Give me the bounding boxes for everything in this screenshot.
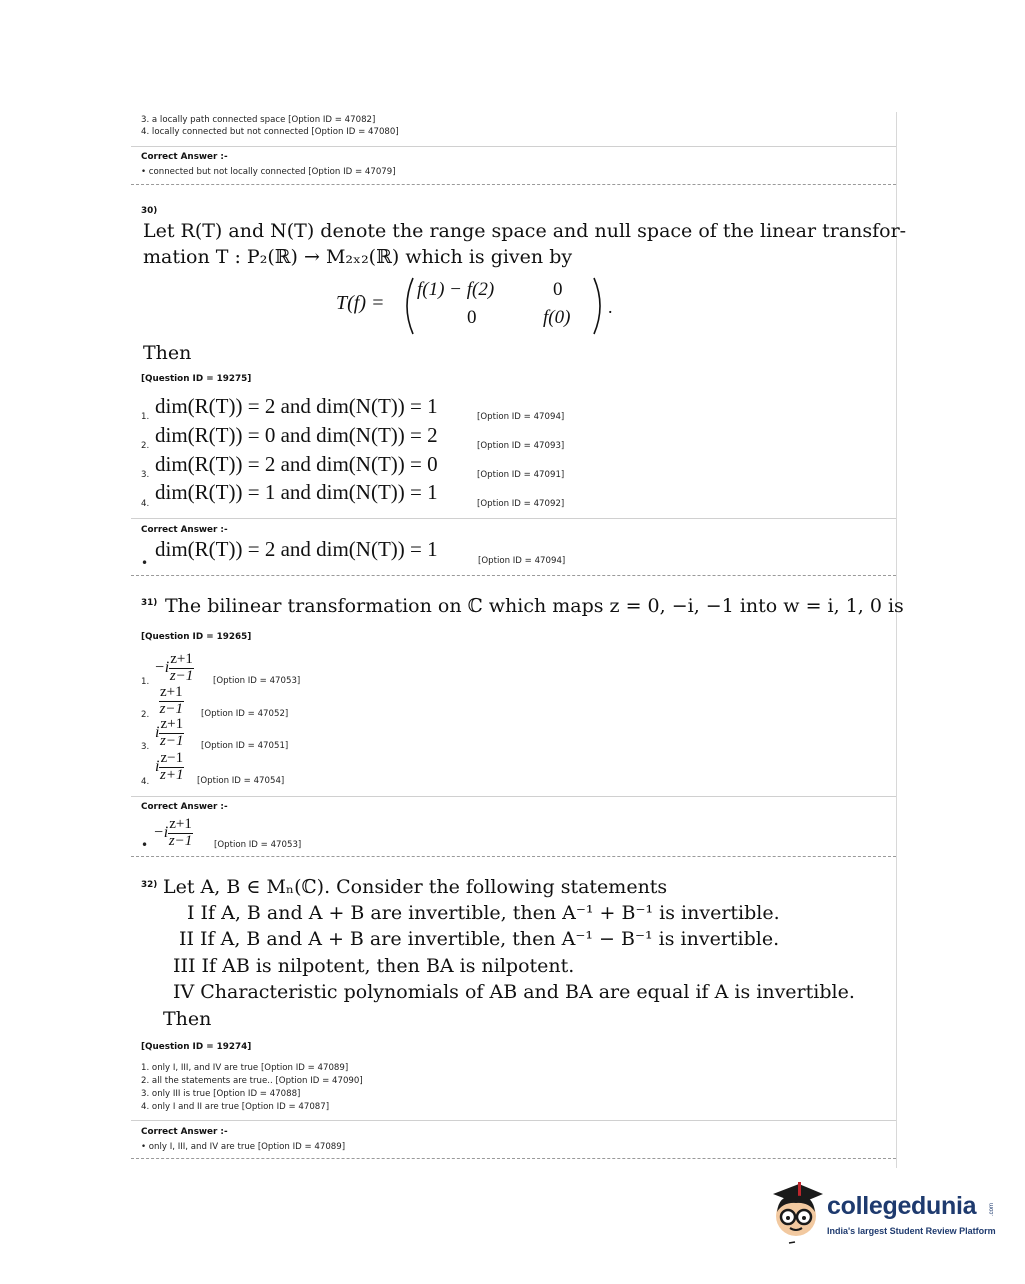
divider bbox=[131, 856, 896, 857]
matrix-cell-22: f(0) bbox=[543, 307, 571, 328]
q30-number: 30) bbox=[141, 206, 158, 216]
q32-stem-line1: Let A, B ∈ Mₙ(ℂ). Consider the following statements bbox=[163, 876, 668, 898]
q32-statement-1: I If A, B and A + B are invertible, then A⁻¹ + B⁻¹ is invertible. bbox=[187, 902, 780, 924]
option-id: [Option ID = 47051] bbox=[201, 741, 289, 751]
q30-option-3[interactable]: dim(R(T)) = 2 and dim(N(T)) = 0 bbox=[155, 452, 438, 476]
q30-stem-line2: mation T : P₂(ℝ) → M₂ₓ₂(ℝ) which is given by bbox=[143, 246, 573, 268]
divider bbox=[131, 1158, 896, 1159]
fraction-denominator: z−1 bbox=[159, 700, 184, 717]
q32-option-1[interactable]: 1. only I, III, and IV are true [Option ID = 47089] bbox=[141, 1063, 349, 1073]
divider bbox=[131, 1120, 896, 1121]
q30-matrix bbox=[401, 275, 606, 337]
bullet: • bbox=[141, 838, 149, 852]
divider bbox=[131, 575, 896, 576]
option-id: [Option ID = 47094] bbox=[478, 556, 566, 566]
q31-option-2[interactable] bbox=[159, 685, 184, 718]
option-prefix: −i bbox=[154, 658, 170, 676]
q32-statement-4: IV Characteristic polynomials of AB and BA are equal if A is invertible. bbox=[173, 981, 855, 1003]
q30-then: Then bbox=[143, 342, 192, 364]
q32-statement-2: II If A, B and A + B are invertible, then A⁻¹ − B⁻¹ is invertible. bbox=[179, 928, 780, 950]
option-id: [Option ID = 47053] bbox=[214, 840, 302, 850]
q32-correct-answer: • only I, III, and IV are true [Option ID = 47089] bbox=[141, 1142, 346, 1152]
fraction-denominator: z+1 bbox=[160, 766, 184, 783]
q31-option-4[interactable] bbox=[155, 751, 184, 784]
q32-option-3[interactable]: 3. only III is true [Option ID = 47088] bbox=[141, 1089, 301, 1099]
option-number: 1. bbox=[141, 677, 150, 687]
fraction-numerator: z+1 bbox=[169, 816, 192, 832]
prev-option-4: 4. locally connected but not connected [Option ID = 47080] bbox=[141, 127, 399, 137]
q31-correct-label: Correct Answer :- bbox=[141, 802, 228, 812]
prev-option-3: 3. a locally path connected space [Option ID = 47082] bbox=[141, 115, 376, 125]
equation-period: . bbox=[608, 297, 613, 317]
option-number: 4. bbox=[141, 777, 150, 787]
q32-correct-label: Correct Answer :- bbox=[141, 1127, 228, 1137]
prev-correct-label: Correct Answer :- bbox=[141, 152, 228, 162]
option-prefix: i bbox=[155, 757, 160, 775]
fraction-numerator: z+1 bbox=[160, 716, 184, 732]
prev-correct-answer: • connected but not locally connected [Option ID = 47079] bbox=[141, 167, 396, 177]
fraction-denominator: z−1 bbox=[160, 732, 184, 749]
option-id: [Option ID = 47093] bbox=[477, 441, 565, 451]
option-number: 3. bbox=[141, 470, 150, 480]
q30-options bbox=[141, 394, 661, 509]
option-number: 4. bbox=[141, 499, 150, 509]
matrix-cell-12: 0 bbox=[553, 279, 563, 300]
q30-option-4[interactable]: dim(R(T)) = 1 and dim(N(T)) = 1 bbox=[155, 480, 438, 504]
divider bbox=[131, 796, 896, 797]
q32-option-2[interactable]: 2. all the statements are true.. [Option ID = 47090] bbox=[141, 1076, 363, 1086]
fraction-denominator: z−1 bbox=[169, 667, 194, 684]
divider bbox=[131, 518, 896, 519]
option-id: [Option ID = 47052] bbox=[201, 709, 289, 719]
q31-options bbox=[141, 652, 441, 792]
option-number: 2. bbox=[141, 441, 150, 451]
brand-suffix: .com bbox=[989, 1202, 995, 1216]
option-id: [Option ID = 47054] bbox=[197, 776, 285, 786]
q32-question-id: [Question ID = 19274] bbox=[141, 1042, 252, 1052]
fraction-numerator: z−1 bbox=[160, 750, 184, 766]
q31-number: 31) bbox=[141, 598, 158, 608]
q30-equation-lhs: T(f) = bbox=[336, 292, 385, 314]
fraction-denominator: z−1 bbox=[168, 832, 193, 849]
q32-option-4[interactable]: 4. only I and II are true [Option ID = 47087] bbox=[141, 1102, 330, 1112]
q32-number: 32) bbox=[141, 880, 158, 890]
option-id: [Option ID = 47094] bbox=[477, 412, 565, 422]
option-number: 2. bbox=[141, 710, 150, 720]
fraction-numerator: z+1 bbox=[160, 684, 183, 700]
brand-tagline: India's largest Student Review Platform bbox=[827, 1226, 996, 1236]
q31-option-1[interactable] bbox=[154, 652, 194, 685]
option-id: [Option ID = 47053] bbox=[213, 676, 301, 686]
q31-stem: The bilinear transformation on ℂ which maps z = 0, −i, −1 into w = i, 1, 0 is bbox=[165, 595, 904, 617]
q30-stem-line1: Let R(T) and N(T) denote the range space and null space of the linear transfor- bbox=[143, 220, 907, 242]
divider bbox=[131, 146, 896, 147]
collegedunia-logo[interactable] bbox=[765, 1172, 995, 1252]
option-prefix: −i bbox=[153, 823, 169, 841]
q32-then: Then bbox=[163, 1008, 212, 1030]
q31-option-3[interactable] bbox=[155, 717, 184, 750]
option-prefix: i bbox=[155, 723, 160, 741]
q31-question-id: [Question ID = 19265] bbox=[141, 632, 252, 642]
q30-option-1[interactable]: dim(R(T)) = 2 and dim(N(T)) = 1 bbox=[155, 394, 438, 418]
q32-statement-3: III If AB is nilpotent, then BA is nilpotent. bbox=[173, 955, 575, 977]
q30-correct-label: Correct Answer :- bbox=[141, 525, 228, 535]
mascot-icon bbox=[765, 1172, 827, 1246]
option-number: 3. bbox=[141, 742, 150, 752]
bullet: • bbox=[141, 556, 149, 570]
q31-correct-answer bbox=[153, 817, 193, 850]
option-number: 1. bbox=[141, 412, 150, 422]
q30-question-id: [Question ID = 19275] bbox=[141, 374, 252, 384]
option-id: [Option ID = 47092] bbox=[477, 499, 565, 509]
fraction-numerator: z+1 bbox=[170, 651, 193, 667]
q30-option-2[interactable]: dim(R(T)) = 0 and dim(N(T)) = 2 bbox=[155, 423, 438, 447]
matrix-cell-11: f(1) − f(2) bbox=[417, 279, 495, 300]
brand-name: collegedunia bbox=[827, 1192, 977, 1220]
option-id: [Option ID = 47091] bbox=[477, 470, 565, 480]
q30-correct-answer: dim(R(T)) = 2 and dim(N(T)) = 1 bbox=[155, 537, 438, 561]
question-paper-page bbox=[131, 112, 907, 1168]
matrix-cell-21: 0 bbox=[467, 307, 477, 328]
divider bbox=[131, 184, 896, 185]
